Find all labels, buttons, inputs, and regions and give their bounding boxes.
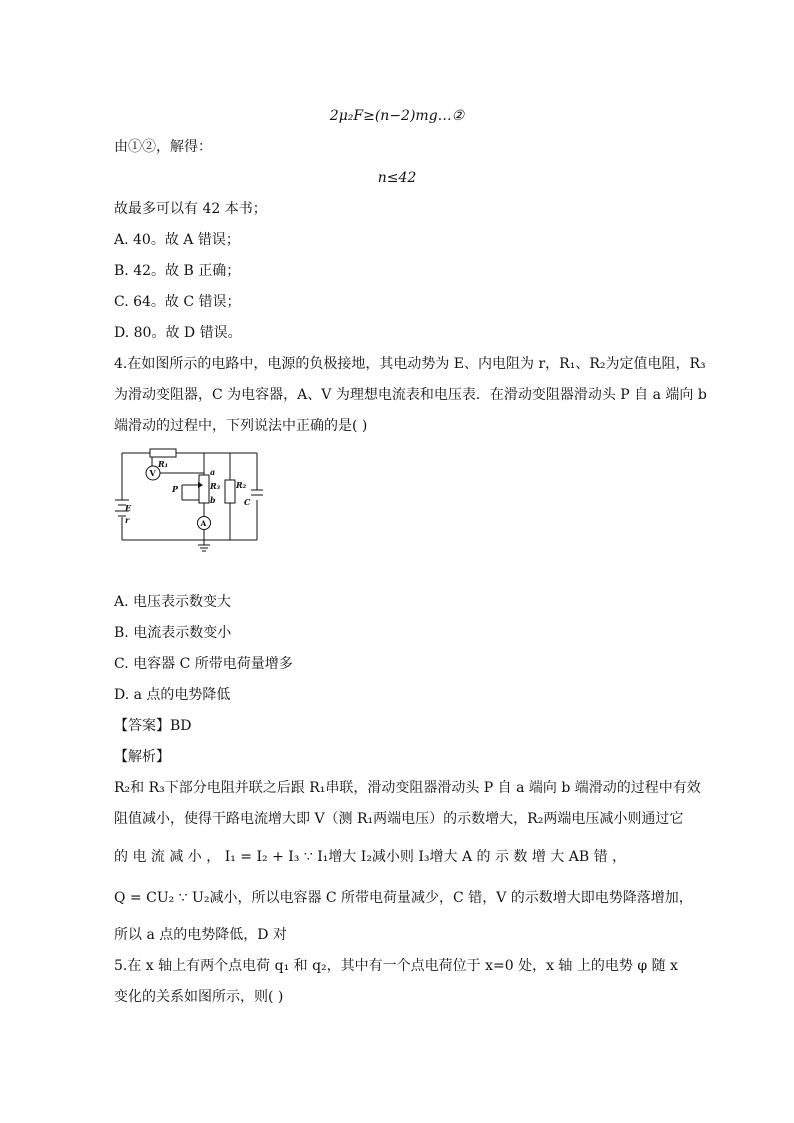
label-r3: R₃ (210, 481, 221, 491)
q4-option-d: D. a 点的电势降低 (114, 687, 231, 703)
q4-option-a: A. 电压表示数变大 (114, 594, 232, 610)
q4-analysis-line-1: R₂和 R₃下部分电阻并联之后跟 R₁串联，滑动变阻器滑动头 P 自 a 端向 b 端滑动的过程中有效 (114, 780, 701, 796)
q5-line-2: 变化的关系如图所示，则( ) (114, 989, 284, 1005)
label-p: P (172, 484, 179, 494)
q4-analysis-line-3: 的 电 流 减 小 ， I₁ = I₂ + I₃ ∵ I₁增大 I₂减小则 I₃增大 A 的 示 数 增 大 AB 错 ， (114, 849, 627, 865)
resistor-r1 (150, 449, 176, 457)
q4-analysis-line-4: Q = CU₂ ∵ U₂减小，所以电容器 C 所带电荷量减少，C 错，V 的示数增大即电势降落增加， (114, 890, 693, 906)
q4-option-c: C. 电容器 C 所带电荷量增多 (114, 656, 293, 672)
label-r2: R₂ (236, 480, 247, 490)
q4-analysis-line-5: 所以 a 点的电势降低，D 对 (114, 927, 287, 943)
q4-line-3: 端滑动的过程中，下列说法中正确的是( ) (114, 418, 368, 434)
q4-line-2: 为滑动变阻器，C 为电容器，A、V 为理想电流表和电压表．在滑动变阻器滑动头 P 自 a 端向 b (114, 387, 707, 403)
label-r: r (125, 515, 130, 525)
q4-analysis-line-2: 阻值减小，使得干路电流增大即 V（测 R₁两端电压）的示数增大，R₂两端电压减小则通过它 (114, 811, 684, 827)
equation-2: 2μ₂F≥(n−2)mg…② (329, 108, 465, 124)
resistor-r3 (199, 475, 209, 503)
prev-option-c: C. 64。故 C 错误； (114, 294, 241, 310)
solve-line: 由①②，解得： (114, 139, 212, 155)
equation-n: n≤42 (377, 170, 417, 186)
label-c: C (244, 497, 251, 507)
prev-option-a: A. 40。故 A 错误； (114, 232, 240, 248)
q4-line-1: 4.在如图所示的电路中，电源的负极接地，其电动势为 E、内电阻为 r，R₁、R₂为定值电阻，R₃ (114, 356, 706, 372)
label-a-point: a (210, 467, 216, 477)
prev-option-b: B. 42。故 B 正确； (114, 263, 241, 279)
q4-answer: 【答案】BD (114, 718, 192, 734)
q5-line-1: 5.在 x 轴上有两个点电荷 q₁ 和 q₂，其中有一个点电荷位于 x=0 处，x 轴 上的电势 φ 随 x (114, 958, 678, 974)
circuit-diagram (112, 445, 272, 555)
label-r1: R₁ (158, 459, 169, 469)
label-e: E (125, 503, 132, 513)
prev-option-d: D. 80。故 D 错误。 (114, 325, 242, 341)
label-a-meter: A (200, 519, 207, 528)
label-b-point: b (210, 495, 216, 505)
max-books-line: 故最多可以有 42 本书； (114, 201, 267, 217)
q4-option-b: B. 电流表示数变小 (114, 625, 232, 641)
q4-analysis-title: 【解析】 (114, 749, 170, 765)
resistor-r2 (225, 480, 235, 503)
label-v: V (149, 468, 156, 478)
